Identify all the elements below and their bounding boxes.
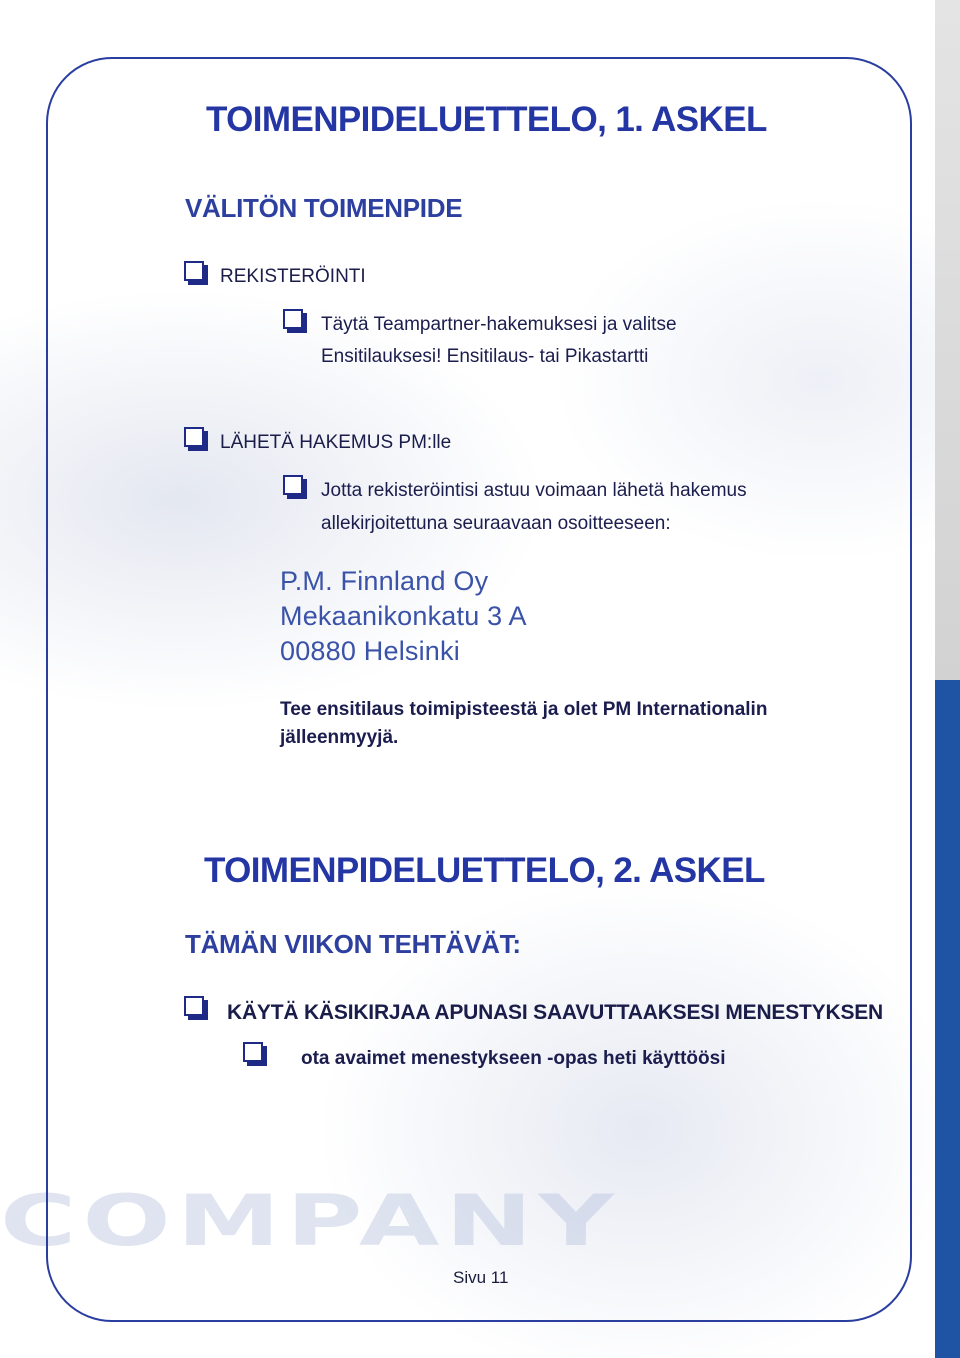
address-line-street: Mekaanikonkatu 3 A xyxy=(280,601,527,631)
step2-title: TOIMENPIDELUETTELO, 2. ASKEL xyxy=(204,851,765,890)
item-registration-text-line2: Ensitilauksesi! Ensitilaus- tai Pikastartti xyxy=(321,346,649,367)
step1-title: TOIMENPIDELUETTELO, 1. ASKEL xyxy=(206,100,767,139)
address-line-company: P.M. Finnland Oy xyxy=(280,566,489,596)
checkbox-send-application[interactable] xyxy=(184,427,204,447)
item-send-text-line2: allekirjoitettuna seuraavaan osoitteeseen: xyxy=(321,513,671,534)
checkbox-use-handbook[interactable] xyxy=(184,996,204,1016)
checkbox-sign-application[interactable] xyxy=(283,475,303,495)
side-strip-blue xyxy=(935,680,960,1358)
step2-subtitle: TÄMÄN VIIKON TEHTÄVÄT: xyxy=(185,929,521,959)
item-send-label: LÄHETÄ HAKEMUS PM:lle xyxy=(220,432,452,453)
note-line2: jälleenmyyjä. xyxy=(280,727,399,748)
item-send-text-line1: Jotta rekisteröintisi astuu voimaan lähetä hakemus xyxy=(321,480,747,501)
item-handbook-sub: ota avaimet menestykseen -opas heti käyttöösi xyxy=(301,1048,726,1069)
step1-subtitle: VÄLITÖN TOIMENPIDE xyxy=(185,193,463,223)
checkbox-registration[interactable] xyxy=(184,261,204,281)
company-watermark: COMPANY xyxy=(0,1178,620,1262)
checkbox-fill-application[interactable] xyxy=(283,309,303,329)
content-frame xyxy=(46,57,912,1322)
item-registration-text-line1: Täytä Teampartner-hakemuksesi ja valitse xyxy=(321,314,677,335)
checkbox-keys-guide[interactable] xyxy=(243,1042,263,1062)
address-line-city: 00880 Helsinki xyxy=(280,636,460,666)
item-registration-label: REKISTERÖINTI xyxy=(220,266,366,287)
note-line1: Tee ensitilaus toimipisteestä ja olet PM Internationalin xyxy=(280,699,768,720)
page-number: Sivu 11 xyxy=(453,1268,509,1287)
side-strip-gray xyxy=(935,0,960,680)
item-handbook-label: KÄYTÄ KÄSIKIRJAA APUNASI SAAVUTTAAKSESI MENESTYKSEN xyxy=(227,1001,884,1024)
